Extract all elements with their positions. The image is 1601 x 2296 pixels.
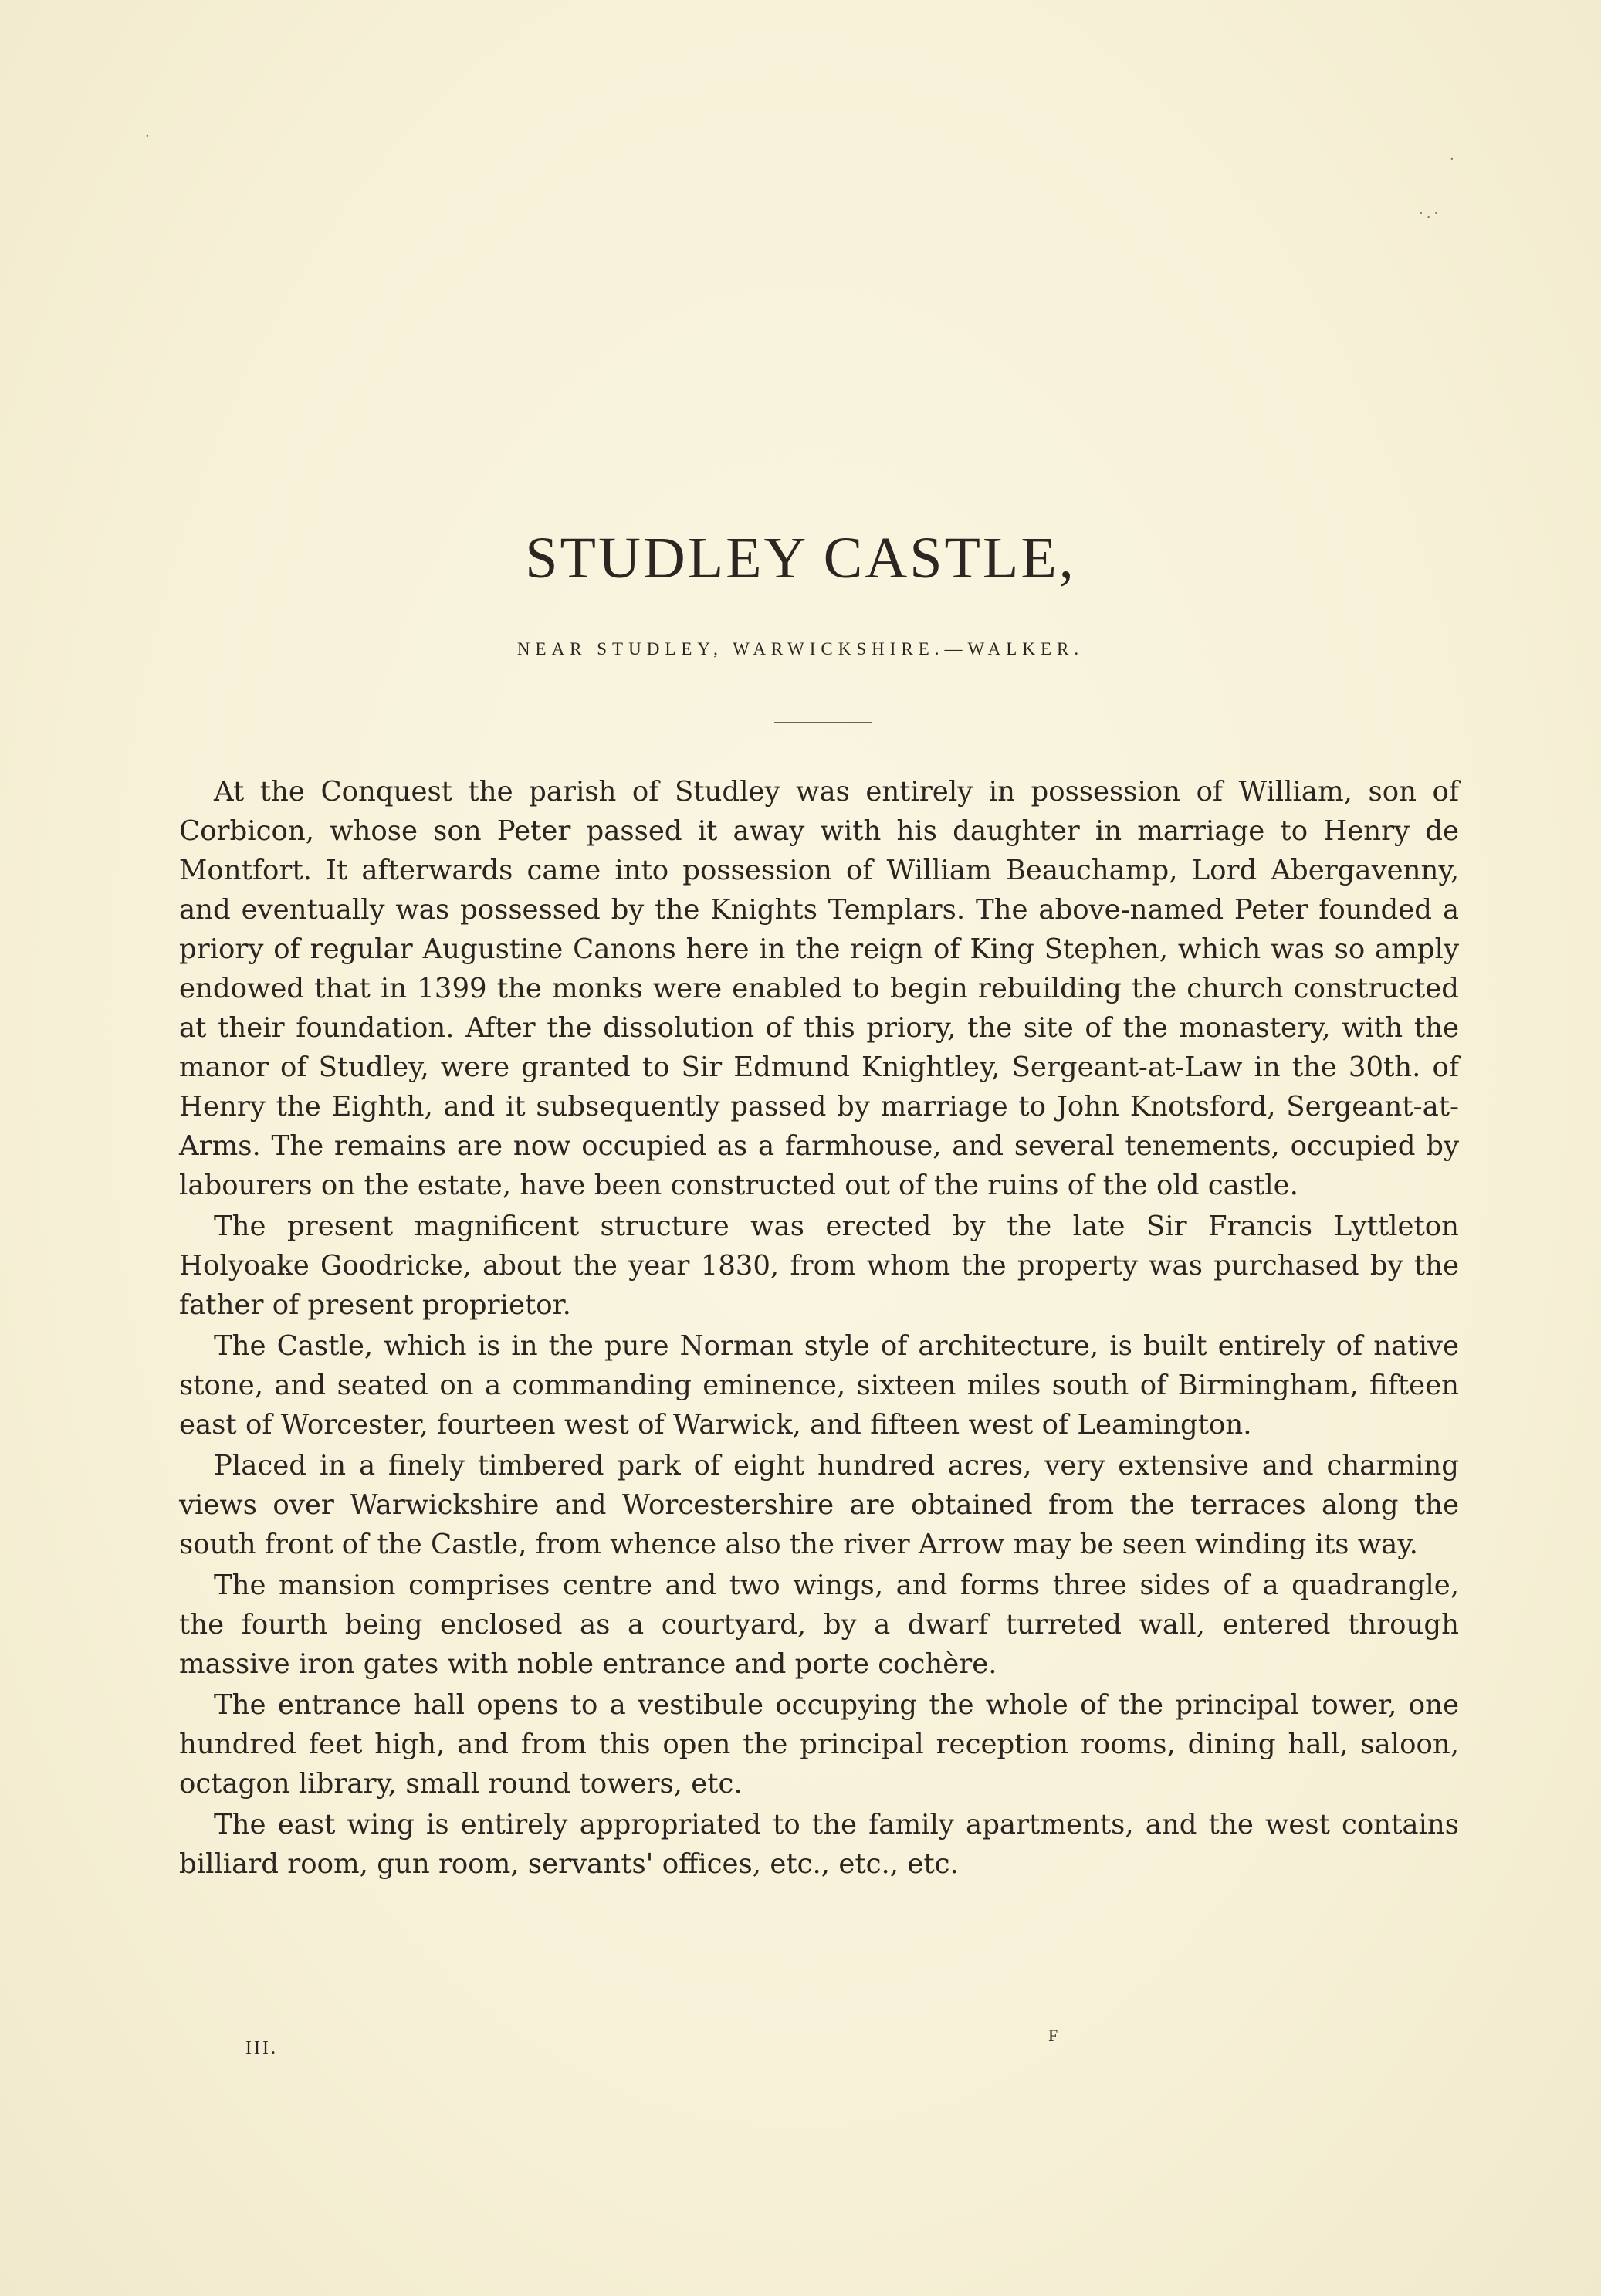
volume-number: III.	[245, 2038, 278, 2058]
page-title: STUDLEY CASTLE,	[525, 526, 1076, 591]
signature-mark: F	[1048, 2026, 1058, 2045]
paragraph: The entrance hall opens to a vestibule occupying the whole of the principal tower, one hundred feet high, and from this open the principal reception rooms, dining hall, saloon, octagon library, small round towers, etc.	[179, 1689, 1459, 1800]
page-subtitle: NEAR STUDLEY, WARWICKSHIRE.—WALKER.	[516, 639, 1085, 659]
ink-speck: ·	[145, 128, 150, 144]
paragraph: Placed in a finely timbered park of eight hundred acres, very extensive and charming views over Warwickshire and Worcestershire are obtained from the terraces along the south front of the Castle, from whence also the river Arrow may be seen winding its way.	[179, 1450, 1459, 1560]
paragraph: The east wing is entirely appropriated to the family apartments, and the west contains billiard room, gun room, servants' offices, etc., etc., etc.	[179, 1809, 1459, 1880]
paragraph: The mansion comprises centre and two wings, and forms three sides of a quadrangle, the fourth being enclosed as a courtyard, by a dwarf turreted wall, entered through massive iron gates with noble entrance and porte cochère.	[179, 1570, 1459, 1680]
body-text	[179, 772, 1459, 1885]
paragraph: The present magnificent structure was erected by the late Sir Francis Lyttleton Holyoake Goodricke, about the year 1830, from whom the property was purchased by the father of present proprietor.	[179, 1211, 1459, 1321]
title-divider	[774, 722, 872, 723]
paragraph: At the Conquest the parish of Studley was entirely in possession of William, son of Corbicon, whose son Peter passed it away with his daughter in marriage to Henry de Montfort. It afterwards came into possession of William Beauchamp, Lord Abergavenny, and eventually was possessed by the Knights Templars. The above-named Peter founded a priory of regular Augustine Canons here in the reign of King Stephen, which was so amply endowed that in 1399 the monks were enabled to begin rebuilding the church constructed at their foundation. After the dissolution of this priory, the site of the monastery, with the manor of Studley, were granted to Sir Edmund Knightley, Sergeant-at-Law in the 30th. of Henry the Eighth, and it subsequently passed by marriage to John Knotsford, Sergeant-at-Arms. The remains are now occupied as a farmhouse, and several tenements, occupied by labourers on the estate, have been constructed out of the ruins of the old castle.	[179, 776, 1459, 1201]
ink-speck: ·	[1450, 151, 1454, 168]
paragraph: The Castle, which is in the pure Norman style of architecture, is built entirely of native stone, and seated on a commanding eminence, sixteen miles south of Birmingham, fifteen east of Worcester, fourteen west of Warwick, and fifteen west of Leamington.	[179, 1330, 1459, 1441]
ink-speck: ·.·	[1419, 205, 1442, 222]
